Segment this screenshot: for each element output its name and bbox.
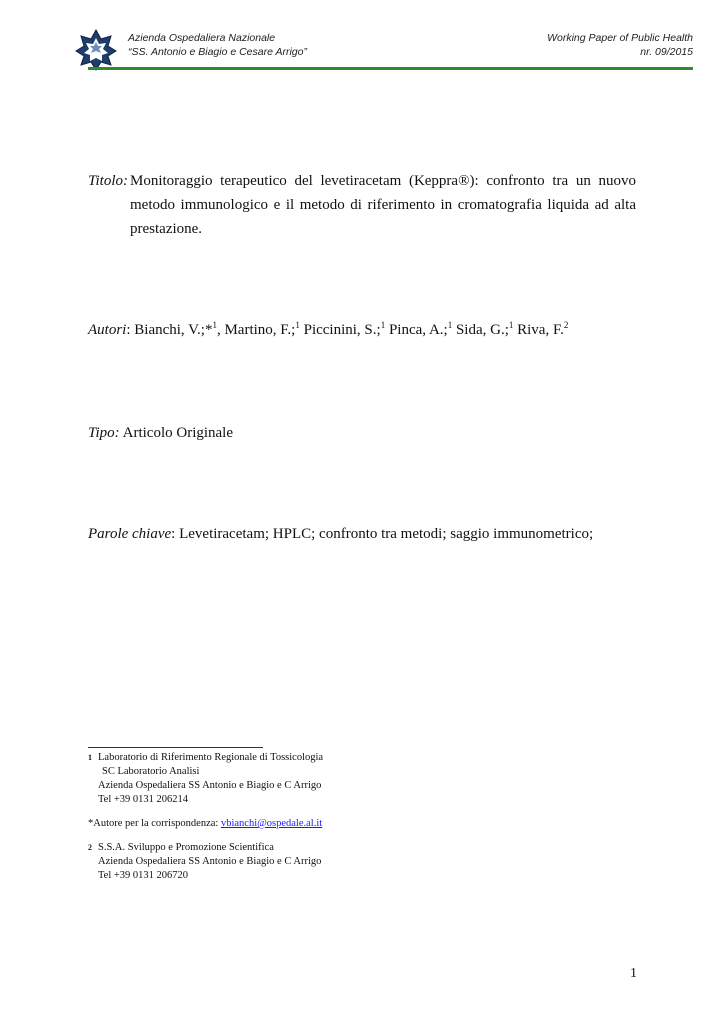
series-number: nr. 09/2015 (640, 46, 693, 58)
footnote-1 (88, 751, 323, 807)
title-section (88, 169, 636, 241)
footnote-line: Azienda Ospedaliera SS Antonio e Biagio e C Arrigo (98, 856, 322, 867)
correspondence (88, 817, 323, 831)
author-name: Piccinini, S.; (299, 322, 381, 338)
institution-name (128, 31, 307, 59)
keywords-label: Parole chiave (88, 526, 172, 542)
footnote-line: Laboratorio di Riferimento Regionale di Tossicologia (98, 752, 324, 763)
institution-line-1: Azienda Ospedaliera Nazionale (128, 32, 276, 44)
type-label: Tipo: (88, 425, 120, 441)
footnote-line: S.S.A. Sviluppo e Promozione Scientifica (98, 842, 274, 853)
hospital-star-logo (75, 29, 117, 71)
correspondence-label: *Autore per la corrispondenza: (88, 818, 219, 829)
series-info (547, 31, 693, 59)
author-affiliation: 2 (563, 320, 569, 330)
author-name: Pinca, A.; (385, 322, 448, 338)
keywords-value: Levetiracetam; HPLC; confronto tra metodi; saggio immunometrico; (179, 526, 594, 542)
keywords-colon: : (171, 526, 180, 542)
author-name: Riva, F. (513, 322, 564, 338)
footnote-line: Tel +39 0131 206720 (98, 870, 189, 881)
title-text: Monitoraggio terapeutico del levetiracetam (Keppra®): confronto tra un nuovo metodo immunologico e il metodo di riferimento in cromatografia liquida ad alta prestazione. (130, 173, 636, 237)
footnote-line: Azienda Ospedaliera SS Antonio e Biagio e C Arrigo (98, 780, 322, 791)
author-affiliation: 1 (212, 320, 217, 330)
authors-section (88, 318, 568, 342)
title-label: Titolo: (88, 173, 129, 189)
footnote-mark: 2 (88, 843, 92, 852)
author-name: Sida, G.; (452, 322, 509, 338)
type-value: Articolo Originale (122, 425, 234, 441)
page-header (0, 0, 724, 74)
authors-colon: : (126, 322, 135, 338)
footnote-2 (88, 841, 323, 883)
correspondence-email-link[interactable]: vbianchi@ospedale.al.it (220, 818, 323, 829)
page-number: 1 (630, 966, 637, 981)
footnote-separator (88, 747, 263, 748)
series-title: Working Paper of Public Health (547, 32, 693, 44)
author-affiliation: 1 (380, 320, 386, 330)
header-rule (88, 67, 693, 70)
type-section (88, 421, 233, 445)
authors-label: Autori (88, 322, 127, 338)
author-affiliation: 1 (295, 320, 300, 330)
footnote-line: Tel +39 0131 206214 (98, 794, 189, 805)
author-name: Bianchi, V.;* (134, 322, 213, 338)
author-name: , Martino, F.; (216, 322, 296, 338)
footnotes (88, 751, 323, 883)
keywords-section (88, 522, 593, 546)
author-affiliation: 1 (508, 320, 514, 330)
institution-line-2: “SS. Antonio e Biagio e Cesare Arrigo” (128, 46, 307, 58)
author-affiliation: 1 (447, 320, 453, 330)
footnote-line: SC Laboratorio Analisi (102, 766, 200, 777)
footnote-mark: 1 (88, 753, 92, 762)
